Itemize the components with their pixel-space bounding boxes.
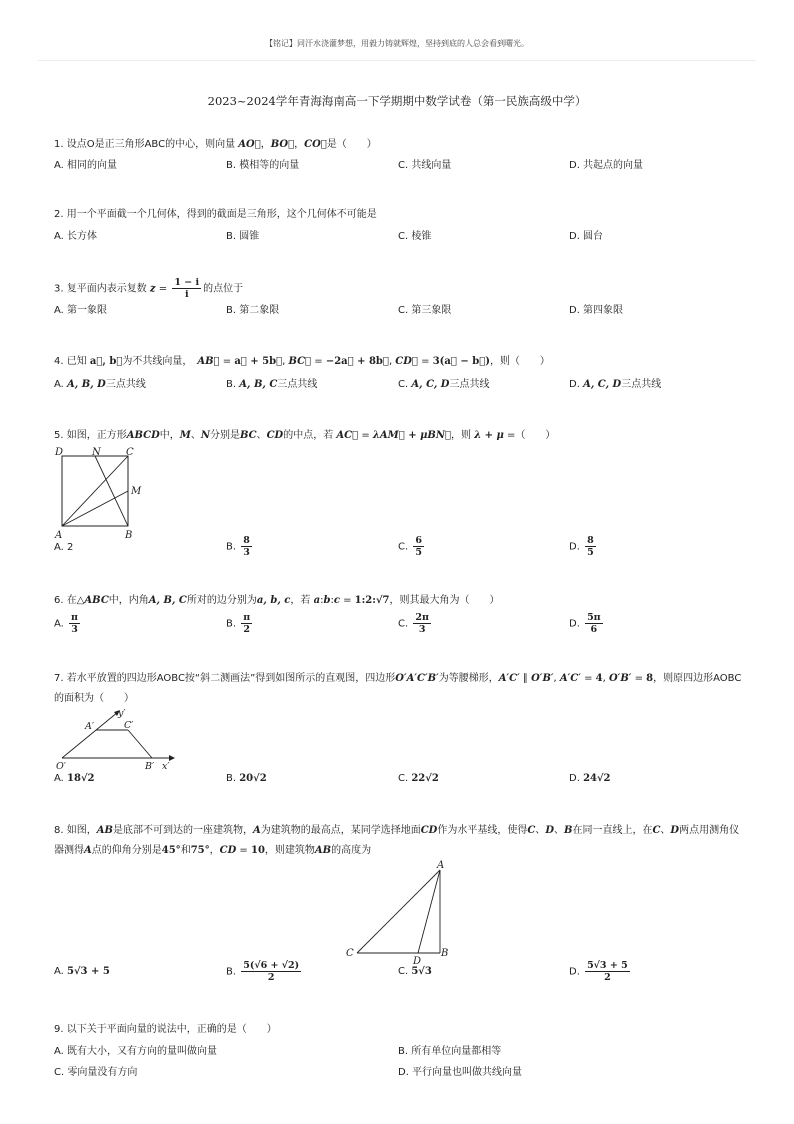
q5-label-b: B: [125, 530, 133, 541]
question-2-stem: 2. 用一个平面截一个几何体，得到的截面是三角形，这个几何体不可能是: [54, 209, 377, 220]
q8-label-a: A: [437, 860, 445, 871]
q1-option-c[interactable]: C. 共线向量: [398, 160, 452, 171]
q9-option-d[interactable]: D. 平行向量也叫做共线向量: [398, 1067, 523, 1078]
q7-label-c: C′: [124, 720, 134, 731]
question-5-stem: 5. 如图，正方形ABCD中，M、N分别是BC、CD的中点，若 AC⃗ = λAM⃗ + μBN⃗，则 λ + μ =（ ）: [54, 430, 556, 441]
question-1-stem: 1. 设点O是正三角形ABC的中心，则向量 AO⃗，BO⃗，CO⃗是（ ）: [54, 139, 377, 150]
q8-option-d[interactable]: D. $\frac{5√3 + 5}{2}$: [569, 960, 628, 983]
q7-trapezoid-figure: [54, 706, 178, 772]
q8-option-b[interactable]: B. $\frac{5(√6 + √2)}{2}$: [226, 960, 300, 983]
question-9-stem: 9. 以下关于平面向量的说法中，正确的是（ ）: [54, 1024, 277, 1035]
question-8-stem: 8. 如图，AB是底部不可到达的一座建筑物，A为建筑物的最高点，某同学选择地面CD作为水平基线，使得C、D、B在同一直线上，在C、D两点用测角仪器测得A点的仰角分别是45°和75°，CD = 10，则建筑物AB的高度为: [54, 825, 740, 856]
q6-option-b[interactable]: B. $\frac{\pi}{2}$: [226, 612, 251, 635]
q3-option-c[interactable]: C. 第三象限: [398, 305, 452, 316]
q5-option-c[interactable]: C. $\frac{6}{5}$: [398, 535, 422, 558]
question-6-stem: 6. 在△ABC中，内角A, B, C所对的边分别为a, b, c，若 a:b:c = 1:2:√7，则其最大角为（ ）: [54, 595, 500, 606]
q5-option-d[interactable]: D. $\frac{8}{5}$: [569, 535, 594, 558]
q3-option-d[interactable]: D. 第四象限: [569, 305, 624, 316]
q7-label-b: B′: [145, 761, 155, 772]
q8-option-c[interactable]: C. 5√3: [398, 966, 432, 977]
q8-label-c: C: [346, 948, 354, 959]
q1-option-d[interactable]: D. 共起点的向量: [569, 160, 644, 171]
q3-option-a[interactable]: A. 第一象限: [54, 305, 108, 316]
exam-title: 2023~2024学年青海海南高一下学期期中数学试卷（第一民族高级中学）: [207, 94, 587, 108]
q4-option-a[interactable]: A. A, B, D三点共线: [54, 379, 146, 390]
motto-banner: 【铭记】同汗水浇灌梦想，用毅力铸就辉煌，坚持到底的人总会看到曙光。: [265, 39, 529, 48]
q2-option-a[interactable]: A. 长方体: [54, 231, 98, 242]
q1-option-a[interactable]: A. 相同的向量: [54, 160, 118, 171]
q7-option-d[interactable]: D. 24√2: [569, 773, 611, 784]
q1-option-b[interactable]: B. 模相等的向量: [226, 160, 300, 171]
q4-option-d[interactable]: D. A, C, D三点共线: [569, 379, 662, 390]
q5-square-figure: [54, 446, 146, 542]
q5-label-n: N: [92, 447, 101, 458]
q2-option-c[interactable]: C. 棱锥: [398, 231, 432, 242]
q5-option-b[interactable]: B. $\frac{8}{3}$: [226, 535, 250, 558]
q9-option-a[interactable]: A. 既有大小，又有方向的量叫做向量: [54, 1046, 218, 1057]
q6-option-d[interactable]: D. $\frac{5\pi}{6}$: [569, 612, 601, 635]
q7-label-x: x′: [162, 761, 170, 772]
question-3-stem: 3. 复平面内表示复数 z = $\frac{1 - i}{i}$ 的点位于: [54, 277, 244, 300]
q6-option-a[interactable]: A. $\frac{\pi}{3}$: [54, 612, 78, 635]
header-divider: [38, 60, 756, 61]
q8-triangle-figure: [340, 858, 460, 968]
q6-option-c[interactable]: C. $\frac{2\pi}{3}$: [398, 612, 429, 635]
q5-label-m: M: [131, 486, 142, 497]
q5-label-a: A: [55, 530, 63, 541]
q5-label-d: D: [55, 447, 64, 458]
q8-label-d: D: [413, 956, 422, 967]
q7-option-a[interactable]: A. 18√2: [54, 773, 95, 784]
q7-option-c[interactable]: C. 22√2: [398, 773, 439, 784]
q4-option-b[interactable]: B. A, B, C三点共线: [226, 379, 318, 390]
q9-option-c[interactable]: C. 零向量没有方向: [54, 1067, 138, 1078]
q8-label-b: B: [441, 948, 449, 959]
q2-option-d[interactable]: D. 圆台: [569, 231, 604, 242]
q5-label-c: C: [126, 447, 134, 458]
question-7-stem: 7. 若水平放置的四边形AOBC按“斜二测画法”得到如图所示的直观图，四边形O′A′C′B′为等腰梯形，A′C′ ∥ O′B′, A′C′ = 4, O′B′ = 8，则原四边形AOBC的面积为（ ）: [54, 673, 742, 704]
q7-label-o: O′: [56, 761, 66, 772]
question-4-stem: 4. 已知 a⃗, b⃗为不共线向量， AB⃗ = a⃗ + 5b⃗, BC⃗ = −2a⃗ + 8b⃗, CD⃗ = 3(a⃗ − b⃗)，则（ ）: [54, 356, 550, 367]
q7-option-b[interactable]: B. 20√2: [226, 773, 267, 784]
q4-option-c[interactable]: C. A, C, D三点共线: [398, 379, 490, 390]
q2-option-b[interactable]: B. 圆锥: [226, 231, 260, 242]
q9-option-b[interactable]: B. 所有单位向量都相等: [398, 1046, 502, 1057]
q5-option-a[interactable]: A. 2: [54, 542, 74, 553]
q7-label-a: A′: [85, 721, 95, 732]
q8-option-a[interactable]: A. 5√3 + 5: [54, 966, 110, 977]
q3-option-b[interactable]: B. 第二象限: [226, 305, 280, 316]
q7-label-y: y′: [118, 708, 126, 719]
